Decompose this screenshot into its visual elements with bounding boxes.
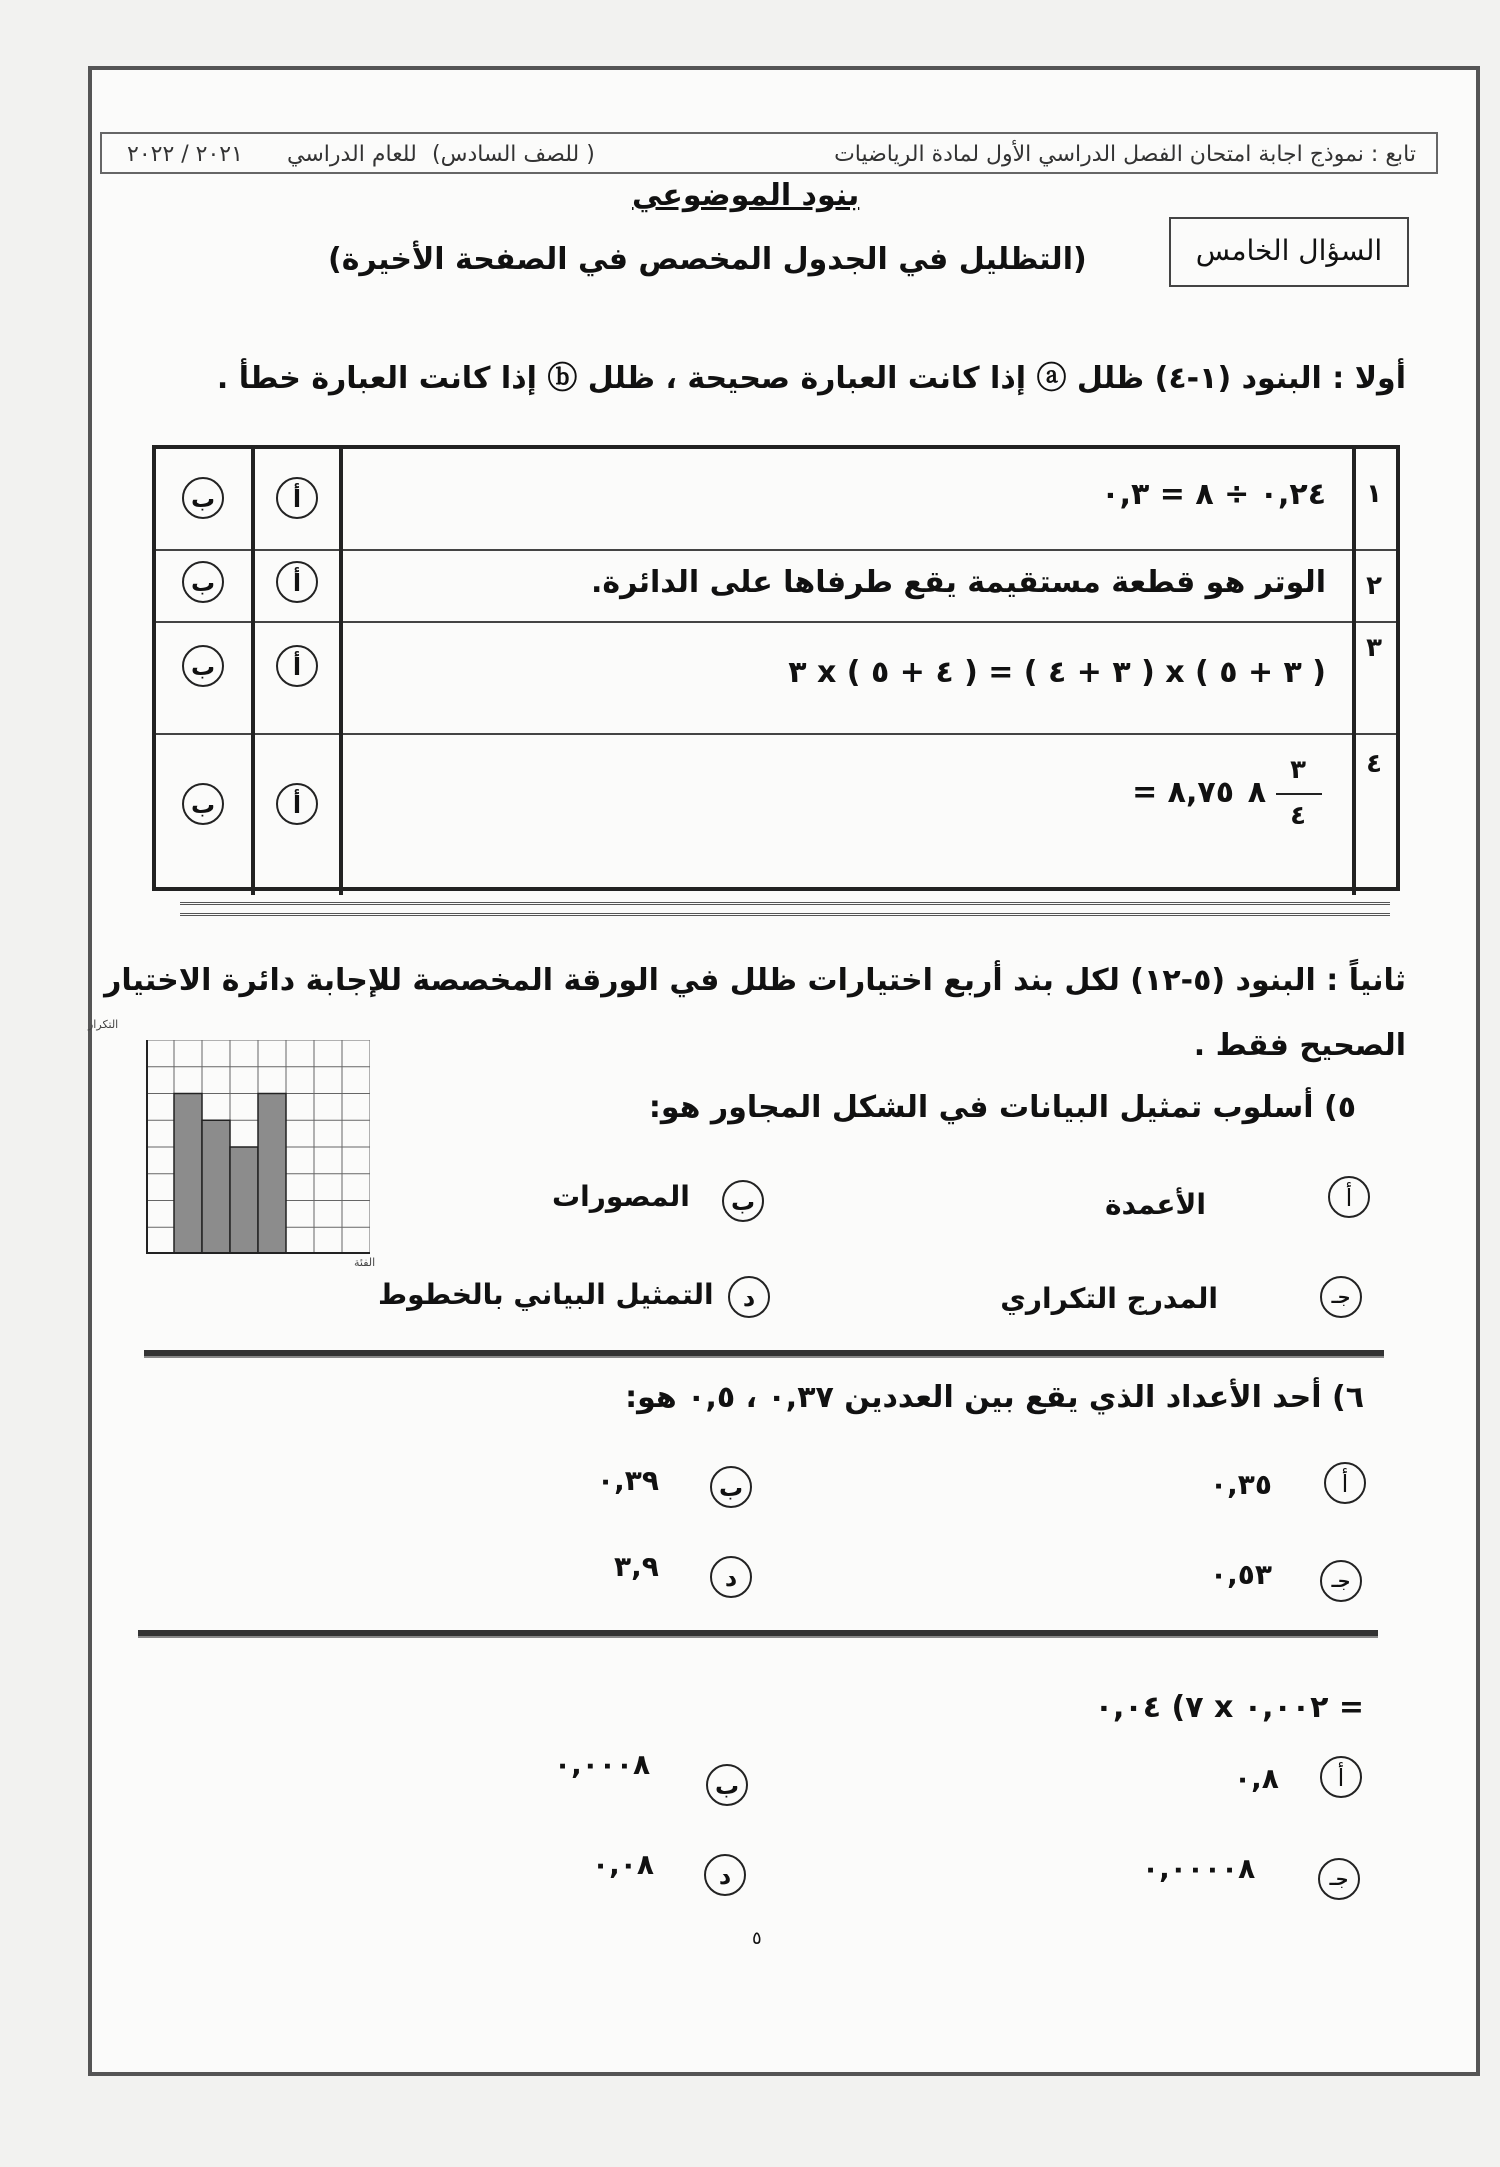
exam-page — [88, 66, 1480, 2076]
choice-a-circle[interactable]: أ — [276, 561, 318, 603]
q7-option-c: ٠,٠٠٠٠٨ — [1142, 1852, 1256, 1885]
year-value: ٢٠٢١ / ٢٠٢٢ — [127, 142, 243, 167]
statement-rhs: = ٨,٧٥ — [1132, 775, 1234, 810]
statement-2: الوتر هو قطعة مستقيمة يقع طرفاها على الدائرة. — [590, 565, 1326, 600]
part2-intro-line2: الصحيح فقط . — [1193, 1028, 1406, 1063]
fraction-bar — [1276, 793, 1322, 795]
y-axis-label: التكرار — [88, 1018, 119, 1031]
q7-stem: ٧) ٠,٠٤ x ٠,٠٠٢ = — [1094, 1690, 1364, 1725]
option-d-circle[interactable]: د — [704, 1854, 746, 1896]
histogram-bar-3 — [230, 1147, 258, 1254]
grade-label: ( للصف السادس) — [432, 142, 595, 167]
option-b-circle[interactable]: ب — [706, 1764, 748, 1806]
q5-option-c: المدرج التكراري — [1000, 1282, 1218, 1315]
part2-intro-line1: ثانياً : البنود (٥-١٢) لكل بند أربع اختيارات ظلل في الورقة المخصصة للإجابة دائرة الاختيار — [104, 963, 1406, 998]
option-a-circle[interactable]: أ — [1324, 1462, 1366, 1504]
fraction-denominator: ٤ — [1290, 801, 1306, 831]
instruction: (التظليل في الجدول المخصص في الصفحة الأخيرة) — [328, 242, 1087, 277]
choice-b-circle[interactable]: ب — [182, 645, 224, 687]
header-box — [100, 132, 1438, 174]
true-false-table — [152, 445, 1400, 891]
q5-option-a: الأعمدة — [1104, 1188, 1206, 1221]
question-divider — [144, 1350, 1384, 1358]
choice-b-circle[interactable]: ب — [182, 477, 224, 519]
option-a-circle[interactable]: أ — [1320, 1756, 1362, 1798]
question-box: السؤال الخامس — [1169, 217, 1409, 287]
option-b-circle[interactable]: ب — [710, 1466, 752, 1508]
section-title: بنود الموضوعي — [632, 178, 860, 213]
q7-option-b: ٠,٠٠٠٨ — [554, 1748, 651, 1781]
row-number: ٤ — [1366, 749, 1382, 779]
question-divider — [138, 1630, 1378, 1638]
histogram-bar-2 — [202, 1120, 230, 1254]
q6-option-b: ٠,٣٩ — [597, 1464, 659, 1497]
option-c-circle[interactable]: جـ — [1318, 1858, 1360, 1900]
q5-option-b: المصورات — [552, 1180, 690, 1213]
part1-intro: أولا : البنود (١-٤) ظلل ⓐ إذا كانت العبارة صحيحة ، ظلل ⓑ إذا كانت العبارة خطأ . — [216, 361, 1406, 396]
statement-3: ٣ x ( ٤ + ٥ ) = ( ٣ + ٤ ) x ( ٣ + ٥ ) — [788, 655, 1326, 690]
q6-stem: ٦) أحد الأعداد الذي يقع بين العددين ٠,٣٧ ، ٠,٥ هو: — [625, 1380, 1364, 1415]
q6-option-a: ٠,٣٥ — [1210, 1468, 1272, 1501]
choice-a-circle[interactable]: أ — [276, 645, 318, 687]
mixed-whole: ٨ — [1247, 775, 1266, 810]
exam-line: تابع : نموذج اجابة امتحان الفصل الدراسي الأول لمادة الرياضيات — [834, 142, 1416, 167]
q5-stem: ٥) أسلوب تمثيل البيانات في الشكل المجاور هو: — [648, 1090, 1356, 1125]
choice-a-circle[interactable]: أ — [276, 783, 318, 825]
choice-b-circle[interactable]: ب — [182, 561, 224, 603]
year-label: للعام الدراسي — [287, 142, 417, 167]
fraction-numerator: ٣ — [1290, 755, 1306, 785]
row-number: ١ — [1366, 479, 1382, 509]
q7-option-d: ٠,٠٨ — [592, 1848, 654, 1881]
section-separator — [180, 902, 1390, 916]
option-b-circle[interactable]: ب — [722, 1180, 764, 1222]
option-c-circle[interactable]: جـ — [1320, 1560, 1362, 1602]
choice-b-circle[interactable]: ب — [182, 783, 224, 825]
page-number: ٥ — [752, 1928, 762, 1949]
option-d-circle[interactable]: د — [728, 1276, 770, 1318]
q6-option-c: ٠,٥٣ — [1210, 1558, 1272, 1591]
x-axis-label: الفئة — [354, 1256, 376, 1269]
statement-4 — [1106, 749, 1326, 849]
row-number: ٣ — [1366, 633, 1382, 663]
option-a-circle[interactable]: أ — [1328, 1176, 1370, 1218]
q6-option-d: ٣,٩ — [614, 1550, 659, 1583]
option-d-circle[interactable]: د — [710, 1556, 752, 1598]
option-c-circle[interactable]: جـ — [1320, 1276, 1362, 1318]
row-number: ٢ — [1366, 571, 1382, 601]
q7-option-a: ٠,٨ — [1234, 1762, 1279, 1795]
statement-1: ٠,٢٤ ÷ ٨ = ٠,٣ — [1101, 477, 1326, 512]
histogram-bar-1 — [174, 1094, 202, 1255]
q5-option-d: التمثيل البياني بالخطوط — [378, 1278, 714, 1311]
histogram-chart — [146, 1040, 370, 1254]
choice-a-circle[interactable]: أ — [276, 477, 318, 519]
histogram-bar-4 — [258, 1094, 286, 1255]
